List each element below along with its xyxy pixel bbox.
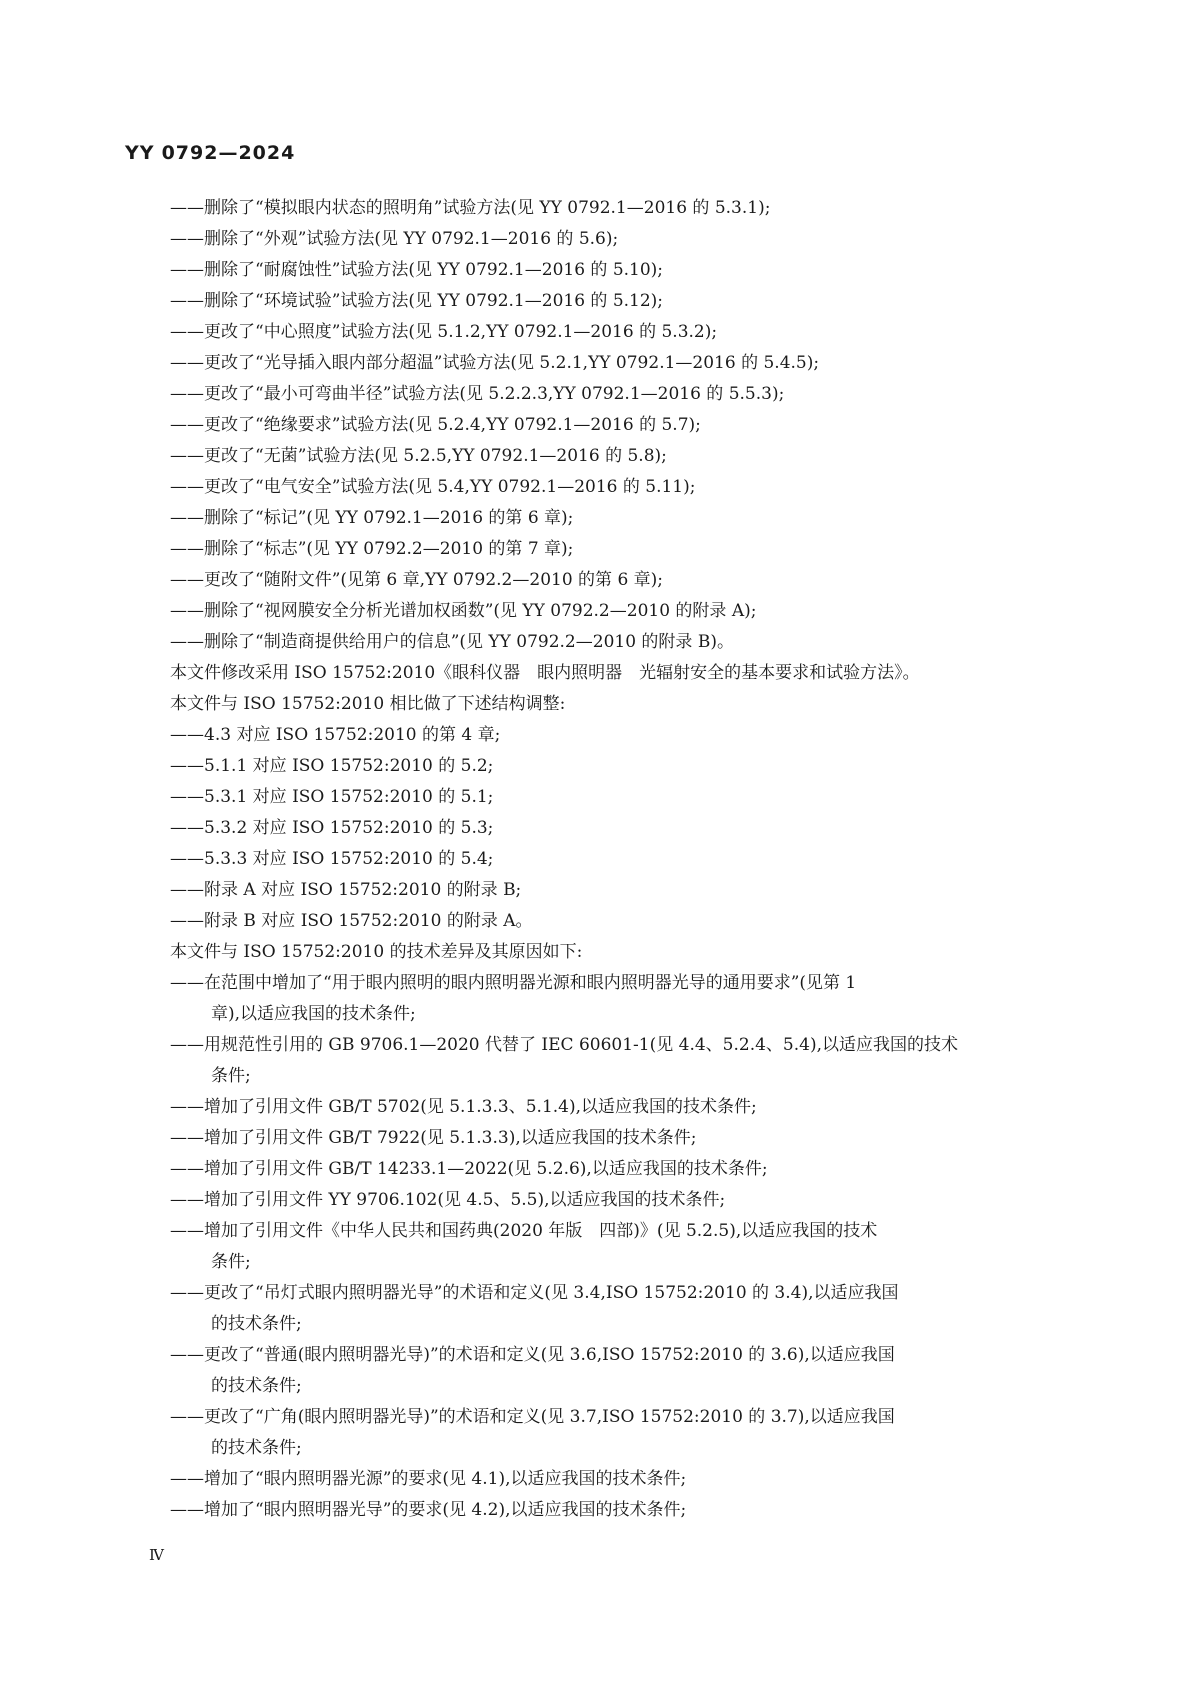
list-item: ——在范围中增加了“用于眼内照明的眼内照明器光源和眼内照明器光导的通用要求”(见第 1 (170, 973, 857, 993)
list-item: ——增加了“眼内照明器光导”的要求(见 4.2),以适应我国的技术条件; (170, 1500, 687, 1520)
standard-code: YY (125, 142, 155, 164)
list-item: ——删除了“标志”(见 YY 0792.2—2010 的第 7 章); (170, 539, 574, 559)
list-item: ——更改了“普通(眼内照明器光导)”的术语和定义(见 3.6,ISO 15752:2010 的 3.6),以适应我国 (170, 1345, 895, 1365)
list-item-continuation: 的技术条件; (211, 1314, 302, 1334)
page-number: Ⅳ (149, 1546, 164, 1564)
list-item: ——4.3 对应 ISO 15752:2010 的第 4 章; (170, 725, 501, 745)
list-item-continuation: 条件; (211, 1066, 251, 1086)
list-item: ——更改了“最小可弯曲半径”试验方法(见 5.2.2.3,YY 0792.1—2016 的 5.5.3); (170, 384, 785, 404)
list-item: ——增加了引用文件 GB/T 7922(见 5.1.3.3),以适应我国的技术条件; (170, 1128, 697, 1148)
list-item: ——增加了引用文件 GB/T 5702(见 5.1.3.3、5.1.4),以适应我国的技术条件; (170, 1097, 757, 1117)
list-item: ——增加了引用文件 YY 9706.102(见 4.5、5.5),以适应我国的技术条件; (170, 1190, 726, 1210)
list-item: ——更改了“广角(眼内照明器光导)”的术语和定义(见 3.7,ISO 15752:2010 的 3.7),以适应我国 (170, 1407, 895, 1427)
paragraph: 本文件与 ISO 15752:2010 的技术差异及其原因如下: (170, 942, 583, 962)
list-item: ——附录 A 对应 ISO 15752:2010 的附录 B; (170, 880, 522, 900)
list-item: ——更改了“中心照度”试验方法(见 5.1.2,YY 0792.1—2016 的 5.3.2); (170, 322, 718, 342)
list-item: ——删除了“制造商提供给用户的信息”(见 YY 0792.2—2010 的附录 B)。 (170, 632, 734, 652)
standard-number: 0792—2024 (161, 142, 296, 164)
paragraph: 本文件修改采用 ISO 15752:2010《眼科仪器 眼内照明器 光辐射安全的基本要求和试验方法》。 (170, 663, 920, 683)
list-item: ——附录 B 对应 ISO 15752:2010 的附录 A。 (170, 911, 533, 931)
paragraph: 本文件与 ISO 15752:2010 相比做了下述结构调整: (170, 694, 566, 714)
list-item-continuation: 的技术条件; (211, 1376, 302, 1396)
list-item-continuation: 章),以适应我国的技术条件; (211, 1004, 416, 1024)
list-item: ——删除了“环境试验”试验方法(见 YY 0792.1—2016 的 5.12); (170, 291, 664, 311)
list-item: ——5.3.2 对应 ISO 15752:2010 的 5.3; (170, 818, 494, 838)
list-item: ——5.3.1 对应 ISO 15752:2010 的 5.1; (170, 787, 494, 807)
list-item-continuation: 的技术条件; (211, 1438, 302, 1458)
list-item: ——更改了“随附文件”(见第 6 章,YY 0792.2—2010 的第 6 章); (170, 570, 664, 590)
list-item: ——删除了“耐腐蚀性”试验方法(见 YY 0792.1—2016 的 5.10); (170, 260, 664, 280)
list-item: ——增加了引用文件 GB/T 14233.1—2022(见 5.2.6),以适应我国的技术条件; (170, 1159, 768, 1179)
list-item: ——更改了“电气安全”试验方法(见 5.4,YY 0792.1—2016 的 5.11); (170, 477, 696, 497)
list-item: ——增加了引用文件《中华人民共和国药典(2020 年版 四部)》(见 5.2.5),以适应我国的技术 (170, 1221, 878, 1241)
list-item: ——用规范性引用的 GB 9706.1—2020 代替了 IEC 60601-1(见 4.4、5.2.4、5.4),以适应我国的技术 (170, 1035, 959, 1055)
list-item: ——更改了“绝缘要求”试验方法(见 5.2.4,YY 0792.1—2016 的 5.7); (170, 415, 701, 435)
list-item: ——删除了“外观”试验方法(见 YY 0792.1—2016 的 5.6); (170, 229, 619, 249)
document-body (125, 193, 1055, 1526)
list-item: ——5.1.1 对应 ISO 15752:2010 的 5.2; (170, 756, 494, 776)
list-item: ——删除了“标记”(见 YY 0792.1—2016 的第 6 章); (170, 508, 574, 528)
list-item-continuation: 条件; (211, 1252, 251, 1272)
list-item: ——增加了“眼内照明器光源”的要求(见 4.1),以适应我国的技术条件; (170, 1469, 687, 1489)
list-item: ——删除了“视网膜安全分析光谱加权函数”(见 YY 0792.2—2010 的附录 A); (170, 601, 757, 621)
list-item: ——更改了“吊灯式眼内照明器光导”的术语和定义(见 3.4,ISO 15752:2010 的 3.4),以适应我国 (170, 1283, 899, 1303)
list-item: ——5.3.3 对应 ISO 15752:2010 的 5.4; (170, 849, 494, 869)
list-item: ——删除了“模拟眼内状态的照明角”试验方法(见 YY 0792.1—2016 的 5.3.1); (170, 198, 771, 218)
document-header (125, 142, 295, 164)
list-item: ——更改了“无菌”试验方法(见 5.2.5,YY 0792.1—2016 的 5.8); (170, 446, 667, 466)
list-item: ——更改了“光导插入眼内部分超温”试验方法(见 5.2.1,YY 0792.1—2016 的 5.4.5); (170, 353, 820, 373)
